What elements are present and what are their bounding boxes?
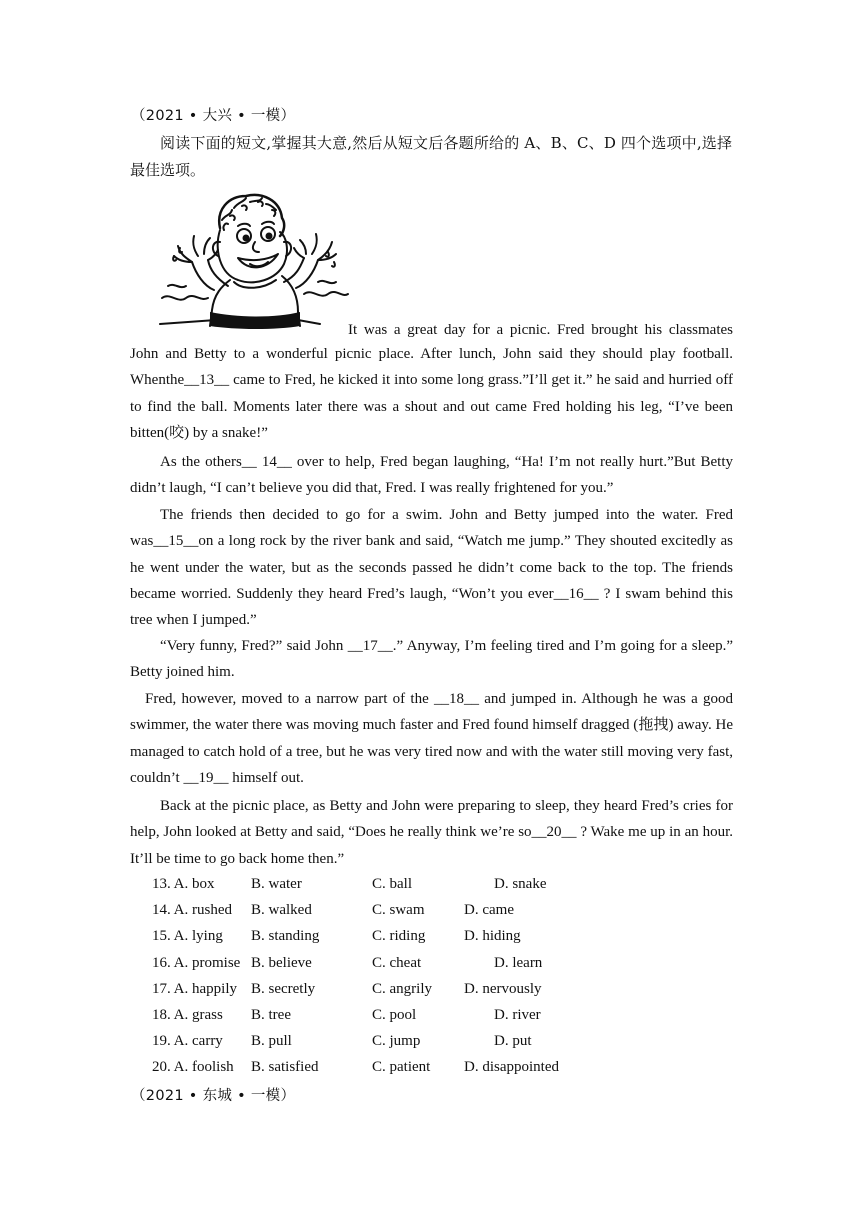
option-row [130, 1002, 750, 1028]
option-d: D. river [494, 1007, 541, 1023]
option-a: 14. A. rushed [152, 902, 232, 919]
option-b: B. pull [251, 1033, 292, 1050]
option-d: D. learn [494, 954, 543, 971]
option-a: 15. A. lying [152, 928, 223, 945]
source-label: （2021 • 大兴 • 一模） [131, 108, 296, 124]
boy-in-water-illustration [158, 190, 350, 335]
option-row [130, 871, 750, 897]
passage-paragraph-2: As the others__ 14__ over to help, Fred began laughing, “Ha! I’m not really hurt.”But Betty didn’t laugh, “I can’t believe you did that, Fred. I was really frightened for you.” [130, 454, 733, 497]
option-row [130, 923, 750, 949]
passage-paragraph-1: John and Betty to a wonderful picnic place. After lunch, John said they should play football. Whenthe__13__ came to Fred, he kicked it into some long grass.”I’ll get it.” he said and hurried off to find the ball. Moments later there was a shout and out came Fred holding his leg, “I’ve been bitten(咬) by a snake!” [130, 346, 733, 441]
option-c: C. riding [372, 928, 426, 945]
option-c: C. jump [372, 1033, 421, 1050]
passage-paragraph-3: The friends then decided to go for a swim. John and Betty jumped into the water. Fred was__15__on a long rock by the river bank and said, “Watch me jump.” They shouted excitedly as he went under the water, but as the seconds passed he didn’t come back to the top. The friends became worried. Suddenly they heard Fred’s laugh, “Won’t you ever__16__ ? I swam behind this tree when I jumped.” [130, 507, 733, 629]
option-b: B. satisfied [251, 1059, 319, 1076]
instruction-text: 阅读下面的短文,掌握其大意,然后从短文后各题所给的 A、B、C、D 四个选项中,选择最佳选项。 [130, 134, 732, 179]
option-b: B. water [251, 876, 302, 892]
option-a: 16. A. promise [152, 954, 241, 971]
passage-paragraph-6: Back at the picnic place, as Betty and John were preparing to sleep, they heard Fred’s cries for help, John looked at Betty and said, “Does he really think we’re so__20__ ? Wake me up in an hour. It’ll be time to go back home then.” [130, 798, 733, 867]
option-row [130, 897, 750, 923]
option-c: C. cheat [372, 954, 422, 971]
option-d: D. hiding [464, 928, 521, 945]
option-c: C. ball [372, 876, 412, 892]
option-b: B. secretly [251, 980, 316, 997]
option-b: B. tree [251, 1007, 291, 1023]
option-row [130, 1028, 750, 1054]
option-d: D. nervously [464, 980, 542, 997]
option-b: B. believe [251, 954, 312, 971]
option-a: 19. A. carry [152, 1033, 223, 1050]
passage-paragraph-4: “Very funny, Fred?” said John __17__.” Anyway, I’m feeling tired and I’m going for a sleep.” Betty joined him. [130, 638, 733, 681]
option-c: C. angrily [372, 980, 432, 997]
option-row [130, 976, 750, 1002]
option-a: 13. A. box [152, 876, 215, 892]
option-b: B. walked [251, 902, 312, 919]
option-a: 17. A. happily [152, 980, 237, 997]
option-d: D. disappointed [464, 1059, 559, 1076]
option-a: 18. A. grass [152, 1007, 223, 1023]
option-row [130, 950, 750, 976]
source-label-next: （2021 • 东城 • 一模） [131, 1088, 296, 1104]
option-d: D. put [494, 1033, 532, 1050]
passage-first-line: It was a great day for a picnic. Fred brought his classmates [348, 322, 733, 338]
option-c: C. patient [372, 1059, 431, 1076]
option-d: D. snake [494, 876, 547, 892]
option-c: C. pool [372, 1007, 417, 1023]
option-d: D. came [464, 902, 514, 919]
option-row [130, 1054, 750, 1080]
option-a: 20. A. foolish [152, 1059, 234, 1076]
option-b: B. standing [251, 928, 320, 945]
option-c: C. swam [372, 902, 425, 919]
passage-paragraph-5: Fred, however, moved to a narrow part of the __18__ and jumped in. Although he was a good swimmer, the water there was moving much faster and Fred found himself dragged (拖拽) away. He managed to catch hold of a tree, but he was very tired now and with the water still moving very fast, couldn’t __19__ himself out. [130, 691, 733, 786]
